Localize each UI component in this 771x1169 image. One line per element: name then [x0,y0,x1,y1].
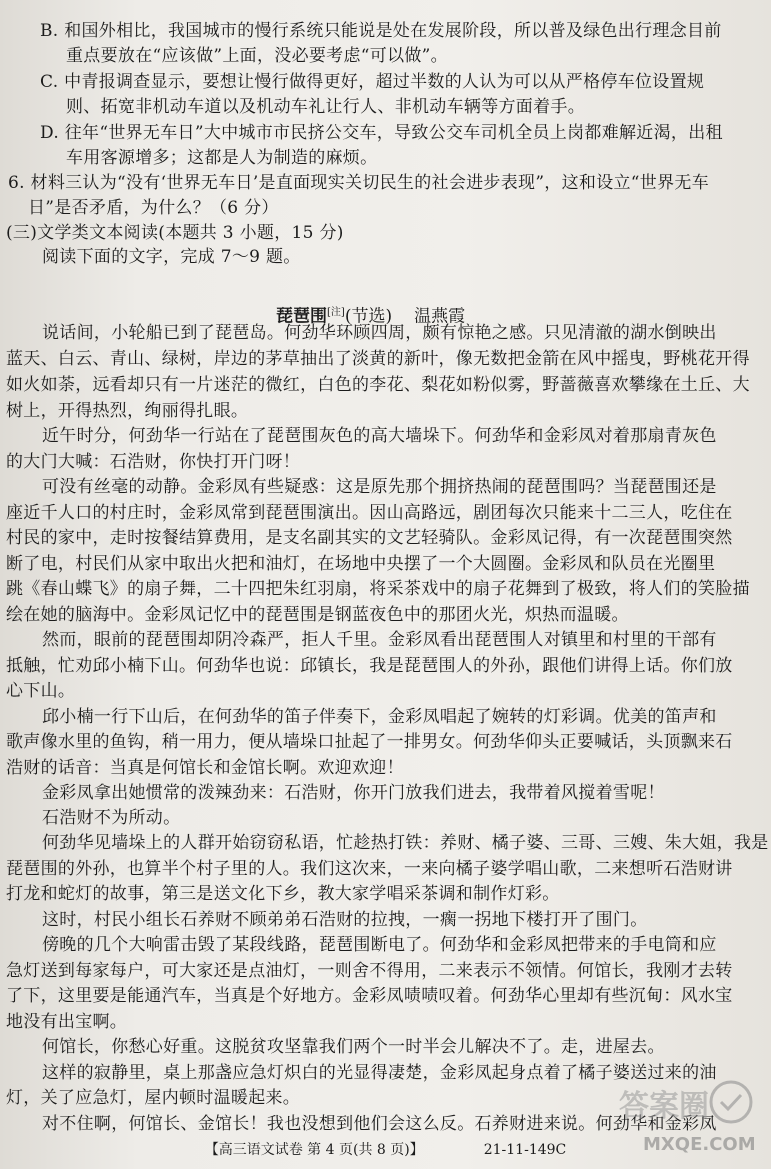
story-line: 地没有出宝啊。 [6,1012,128,1032]
story-line: 心下山。 [6,681,76,701]
story-line: 这样的寂静里，桌上那盏应急灯炽白的光显得凄楚，金彩凤起身点着了橘子婆送过来的油 [42,1063,717,1083]
story-line: 琵琶围的外孙，也算半个村子里的人。我们这次来，一来向橘子婆学唱山歌，二来想听石浩财讲 [6,859,733,879]
story-line: 何劲华见墙垛上的人群开始窃窃私语，忙趁热打铁：养财、橘子婆、三哥、三嫂、朱大姐，我是 [42,833,769,853]
option-b-line-1: B. 和国外相比，我国城市的慢行系统只能说是处在发展阶段，所以普及绿色出行理念目前 [40,21,722,41]
title-name: 琵琶围 [276,306,327,327]
option-d-line-1: D. 往年“世界无车日”大中城市市民挤公交车，导致公交车司机全员上岗都难解近渴，出租 [40,123,723,143]
story-line: 近午时分，何劲华一行站在了琵琶围灰色的高大墙垛下。何劲华和金彩凤对着那扇青灰色 [42,426,717,446]
page-footer [0,1140,771,1160]
story-line: 浩财的话音：当真是何馆长和金馆长啊。欢迎欢迎！ [6,758,404,778]
story-line: 打龙和蛇灯的故事，第三是送文化下乡，教大家学唱采茶调和制作灯彩。 [6,884,560,904]
story-line: 座近千人口的村庄时，金彩凤常到琵琶围演出。因山高路远，剧团每次只能来十二三人，吃住在 [6,503,733,523]
story-line: 对不住啊，何馆长、金馆长！我也没想到他们会这么反。石养财进来说。何劲华和金彩凤 [42,1114,717,1134]
story-line: 的大门大喊：石浩财，你快打开门呀！ [6,452,301,472]
story-line: 说话间，小轮船已到了琵琶岛。何劲华环顾四周，颇有惊艳之感。只见清澈的湖水倒映出 [42,323,717,343]
story-line: 石浩财不为所动。 [42,808,181,828]
story-line: 抵触，忙劝邱小楠下山。何劲华也说：邱镇长，我是琵琶围人的外孙，跟他们讲得上话。你们放 [6,656,733,676]
option-c-line-2: 则、拓宽非机动车道以及机动车礼让行人、非机动车辆等方面着手。 [66,97,585,117]
title-author: 温燕霞 [414,306,466,327]
option-d-line-2: 车用客源增多；这都是人为制造的麻烦。 [66,148,378,168]
watermark-text: 答案圈 [619,1089,709,1124]
story-line: 然而，眼前的琵琶围却阴冷森严，拒人千里。金彩凤看出琵琶围人对镇里和村里的干部有 [42,630,717,650]
story-line: 村民的家中，走时按餐结算费用，是支名副其实的文艺轻骑队。金彩凤记得，有一次琵琶围突然 [6,528,733,548]
title-note: [注] [327,307,345,318]
story-line: 蓝天、白云、青山、绿树，岸边的茅草抽出了淡黄的新叶，像无数把金箭在风中摇曳，野桃花开得 [6,349,750,369]
story-line: 金彩凤拿出她惯常的泼辣劲来：石浩财，你开门放我们进去，我带着风搅着雪呢！ [42,783,665,803]
footer-code: 21-11-149C [483,1142,567,1158]
story-line: 歌声像水里的鱼钩，稍一用力，便从墙垛口扯起了一排男女。何劲华仰头正要喊话，头顶飘来石 [6,732,733,752]
story-line: 断了电，村民们从家中取出火把和油灯，在场地中央摆了一个大圆圈。金彩凤和队员在光圈里 [6,554,716,574]
story-line: 急灯送到每家每户，可大家还是点油灯，一则舍不得用，二来表示不领情。何馆长，我刚才去转 [6,961,733,981]
option-c-line-1: C. 中青报调查显示，要想让慢行做得更好，超过半数的人认为可以从严格停车位设置规 [40,72,705,92]
watermark-url: MXQE.COM [643,1134,756,1155]
title-excerpt: (节选) [344,306,393,327]
story-line: 树上，开得热烈，绚丽得扎眼。 [6,401,249,421]
option-b-line-2: 重点要放在“应该做”上面，没必要考虑“可以做”。 [66,46,448,66]
story-line: 灯，关了应急灯，屋内顿时温暖起来。 [6,1088,301,1108]
story-line: 傍晚的几个大响雷击毁了某段线路，琵琶围断电了。何劲华和金彩凤把带来的手电筒和应 [42,935,717,955]
story-line: 如火如荼，远看却只有一片迷茫的微红，白色的李花、梨花如粉似雾，野蔷薇喜欢攀缘在土丘、大 [6,375,750,395]
story-line: 邱小楠一行下山后，在何劲华的笛子伴奏下，金彩凤唱起了婉转的灯彩调。优美的笛声和 [42,707,717,727]
question-6-line-2: 日”是否矛盾，为什么？（6 分） [28,198,279,218]
story-line: 何馆长，你愁心好重。这脱贫攻坚靠我们两个一时半会儿解决不了。走，进屋去。 [42,1037,665,1057]
section-heading: (三)文学类文本阅读(本题共 3 小题，15 分) [6,223,344,243]
story-line: 了下，这里要是能通汽车，当真是个好地方。金彩凤啧啧叹着。何劲华心里却有些沉甸：风水宝 [6,986,733,1006]
story-line: 这时，村民小组长石养财不顾弟弟石浩财的拉拽，一瘸一拐地下楼打开了围门。 [42,910,648,930]
story-line: 跳《春山蝶飞》的扇子舞，二十四把朱红羽扇，将采茶戏中的扇子花舞到了极致，将人们的笑脸描 [6,579,750,599]
story-line: 可没有丝毫的动静。金彩凤有些疑惑：这是原先那个拥挤热闹的琵琶围吗？当琵琶围还是 [42,477,717,497]
story-line: 绘在她的脑海中。金彩凤记忆中的琵琶围是钢蓝夜色中的那团火光，炽热而温暖。 [6,605,629,625]
question-6-line-1: 6. 材料三认为“没有‘世界无车日’是直面现实关切民生的社会进步表现”，这和设立“世界无车 [8,173,710,193]
footer-label: 【高三语文试卷 第 4 页(共 8 页)】 [204,1142,424,1158]
section-instruction: 阅读下面的文字，完成 7～9 题。 [42,247,301,267]
